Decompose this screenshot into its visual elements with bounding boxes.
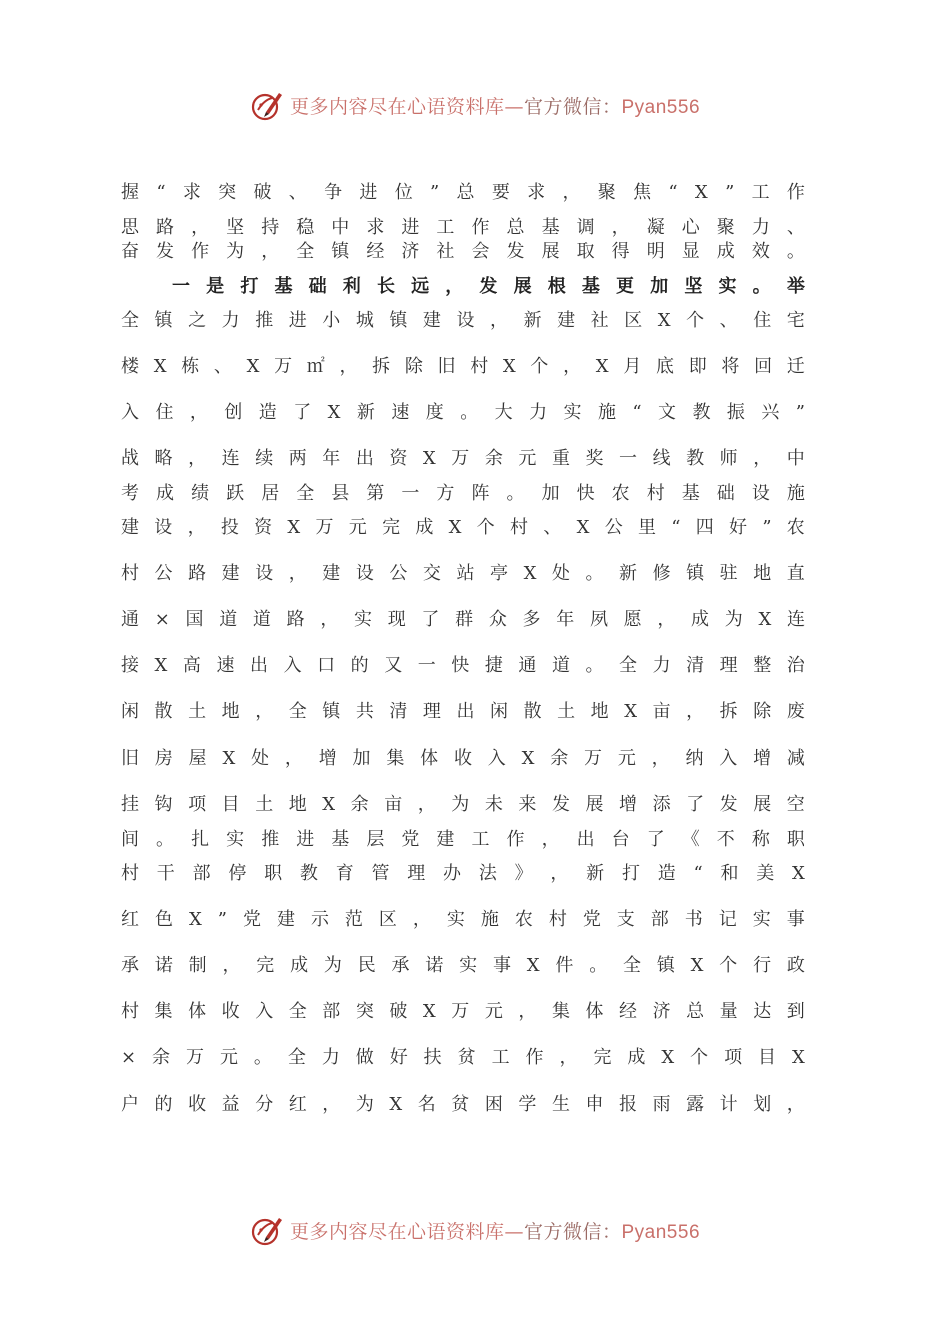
text-line: 村 集 体 收 入 全 部 突 破 X 万 元 ， 集 体 经 济 总 量 达 到: [121, 1001, 805, 1022]
text-line: 村 干 部 停 职 教 育 管 理 办 法 》 ， 新 打 造 “ 和 美 X: [121, 863, 805, 884]
text-line: 握 “ 求 突 破 、 争 进 位 ” 总 要 求 ， 聚 焦 “ X ” 工 作: [121, 182, 805, 203]
header-banner: [0, 85, 950, 125]
footer-banner-main: 更多内容尽在心语资料库: [289, 1220, 505, 1243]
text-line: 建 设 ， 投 资 X 万 元 完 成 X 个 村 、 X 公 里 “ 四 好 ” 农: [121, 517, 805, 538]
header-banner-text: [290, 92, 700, 119]
text-line: 闲 散 土 地 ， 全 镇 共 清 理 出 闲 散 土 地 X 亩 ， 拆 除 废: [121, 701, 805, 722]
text-line: 承 诺 制 ， 完 成 为 民 承 诺 实 事 X 件 。 全 镇 X 个 行 政: [121, 955, 805, 976]
footer-banner-wechat-id: Pyan556: [621, 1221, 701, 1243]
pen-logo-icon: [250, 88, 284, 122]
footer-banner-separator: —: [504, 1220, 524, 1243]
text-line: 考 成 绩 跃 居 全 县 第 一 方 阵 。 加 快 农 村 基 础 设 施: [121, 483, 805, 504]
section-heading-line: 一 是 打 基 础 利 长 远 ， 发 展 根 基 更 加 坚 实 。 举: [172, 276, 805, 297]
text-line: 全 镇 之 力 推 进 小 城 镇 建 设 ， 新 建 社 区 X 个 、 住 宅: [121, 310, 805, 331]
footer-banner-label: 官方微信：: [523, 1220, 622, 1243]
footer-banner: [0, 1210, 950, 1250]
text-line: 红 色 X ” 党 建 示 范 区 ， 实 施 农 村 党 支 部 书 记 实 事: [121, 909, 805, 930]
pen-logo-icon: [250, 1213, 284, 1247]
text-line: 接 X 高 速 出 入 口 的 又 一 快 捷 通 道 。 全 力 清 理 整 治: [121, 655, 805, 676]
header-banner-wechat-id: Pyan556: [621, 96, 701, 118]
header-banner-separator: —: [504, 95, 524, 118]
text-line: 入 住 ， 创 造 了 X 新 速 度 。 大 力 实 施 “ 文 教 振 兴 ”: [121, 402, 805, 423]
text-line: × 余 万 元 。 全 力 做 好 扶 贫 工 作 ， 完 成 X 个 项 目 X: [121, 1047, 805, 1068]
text-line: 奋 发 作 为 ， 全 镇 经 济 社 会 发 展 取 得 明 显 成 效 。: [121, 241, 805, 262]
text-line: 间 。 扎 实 推 进 基 层 党 建 工 作 ， 出 台 了 《 不 称 职: [121, 829, 805, 850]
text-line: 战 略 ， 连 续 两 年 出 资 X 万 余 元 重 奖 一 线 教 师 ， 中: [121, 448, 805, 469]
footer-banner-text: [290, 1217, 700, 1244]
text-line: 挂 钩 项 目 土 地 X 余 亩 ， 为 未 来 发 展 增 添 了 发 展 空: [121, 794, 805, 815]
text-line: 通 × 国 道 道 路 ， 实 现 了 群 众 多 年 夙 愿 ， 成 为 X 连: [121, 609, 805, 630]
text-line: 思 路 ， 坚 持 稳 中 求 进 工 作 总 基 调 ， 凝 心 聚 力 、: [121, 217, 805, 238]
text-line: 楼 X 栋 、 X 万 ㎡ ， 拆 除 旧 村 X 个 ， X 月 底 即 将 回 迁: [121, 356, 805, 377]
text-line: 旧 房 屋 X 处 ， 增 加 集 体 收 入 X 余 万 元 ， 纳 入 增 减: [121, 748, 805, 769]
header-banner-label: 官方微信：: [523, 95, 622, 118]
text-line: 户 的 收 益 分 红 ， 为 X 名 贫 困 学 生 申 报 雨 露 计 划 ，: [121, 1094, 805, 1115]
text-line: 村 公 路 建 设 ， 建 设 公 交 站 亭 X 处 。 新 修 镇 驻 地 直: [121, 563, 805, 584]
header-banner-main: 更多内容尽在心语资料库: [289, 95, 505, 118]
